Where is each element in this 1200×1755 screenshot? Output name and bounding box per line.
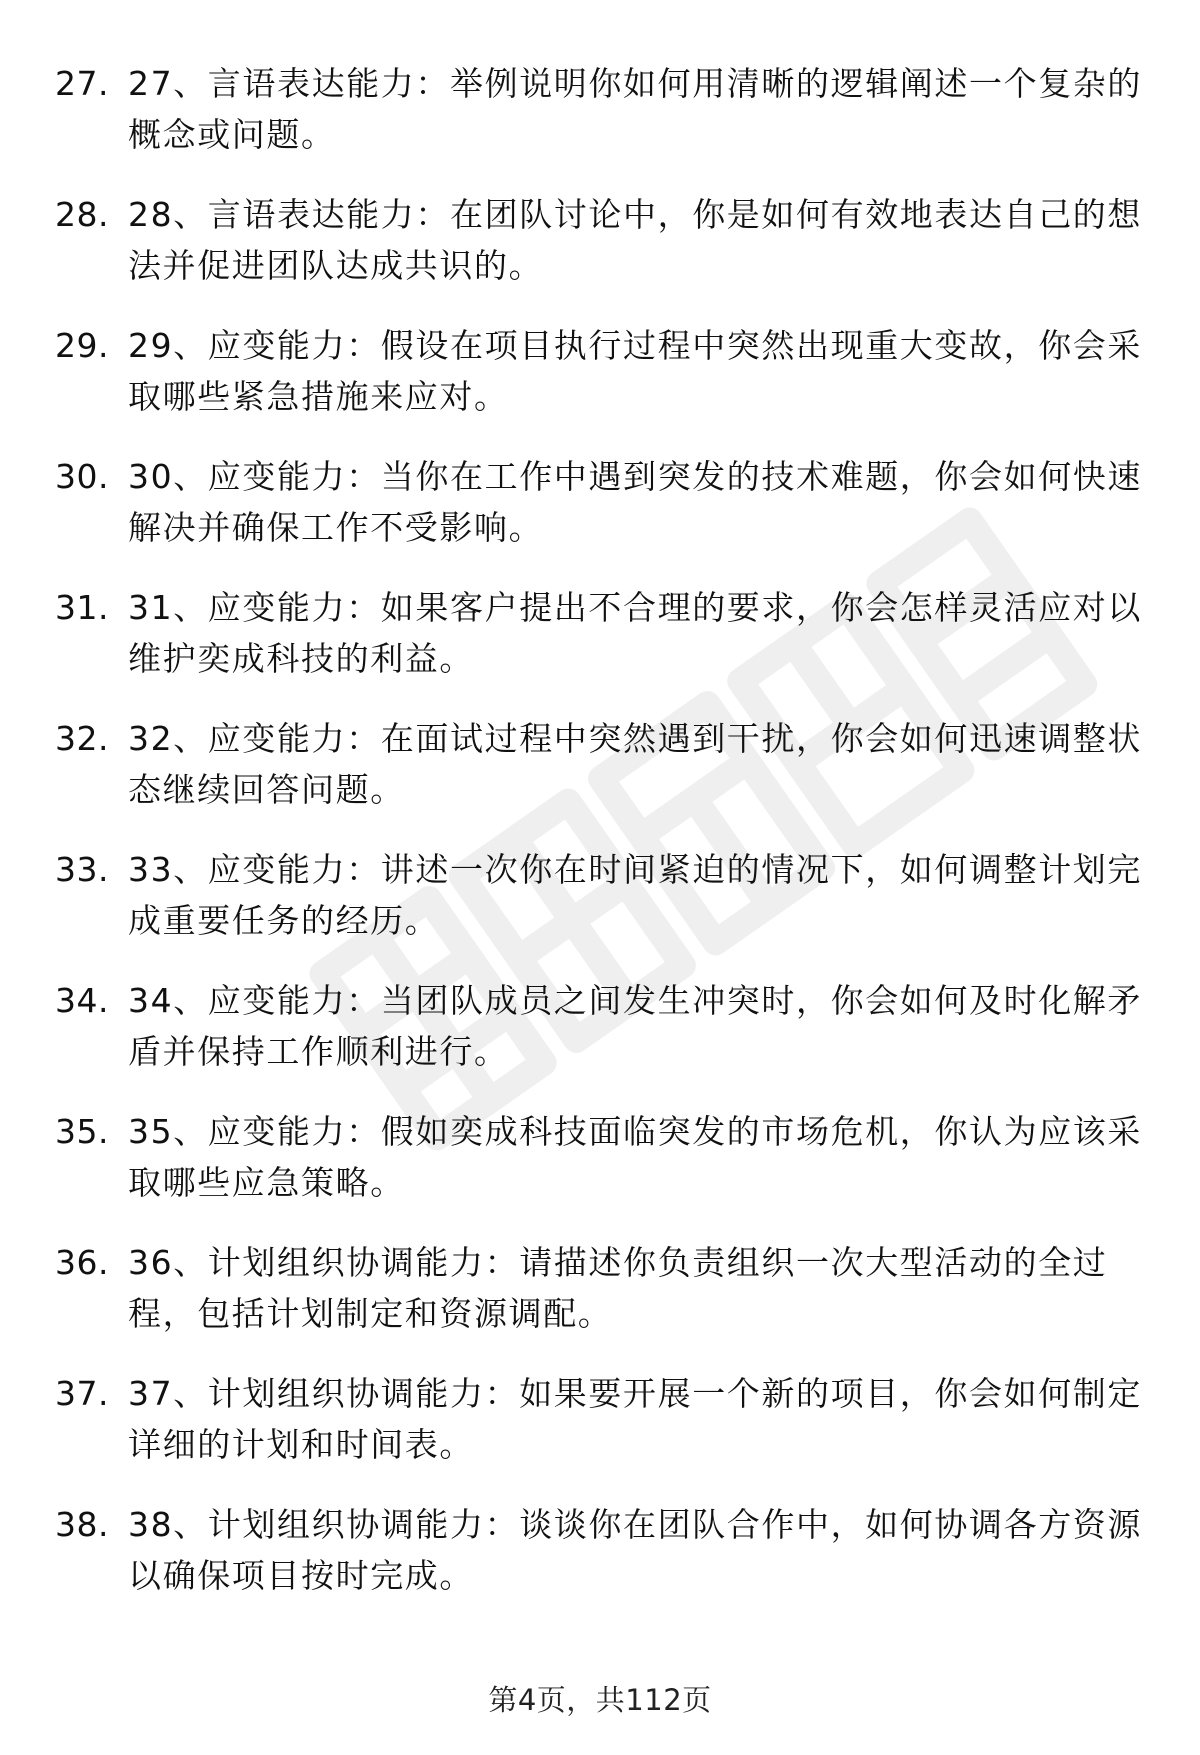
list-item-text: 38、计划组织协调能力：谈谈你在团队合作中，如何协调各方资源以确保项目按时完成。 — [128, 1505, 1142, 1595]
list-item-number: 28. — [55, 195, 109, 234]
list-item — [55, 1368, 1155, 1499]
list-item-number: 36. — [55, 1243, 109, 1282]
list-item-number: 37. — [55, 1374, 109, 1413]
list-item-number: 29. — [55, 326, 109, 365]
list-item-number: 32. — [55, 719, 109, 758]
list-item-number: 27. — [55, 64, 109, 103]
list-item-text: 28、言语表达能力：在团队讨论中，你是如何有效地表达自己的想法并促进团队达成共识的。 — [128, 195, 1142, 285]
list-item-text: 33、应变能力：讲述一次你在时间紧迫的情况下，如何调整计划完成重要任务的经历。 — [128, 850, 1142, 940]
list-item-text: 30、应变能力：当你在工作中遇到突发的技术难题，你会如何快速解决并确保工作不受影响。 — [128, 457, 1142, 547]
list-item-number: 30. — [55, 457, 109, 496]
list-item-text: 32、应变能力：在面试过程中突然遇到干扰，你会如何迅速调整状态继续回答问题。 — [128, 719, 1142, 809]
list-item-text: 35、应变能力：假如奕成科技面临突发的市场危机，你认为应该采取哪些应急策略。 — [128, 1112, 1142, 1202]
list-item — [55, 713, 1155, 844]
list-item — [55, 844, 1155, 975]
list-item — [55, 451, 1155, 582]
list-item — [55, 58, 1155, 189]
list-item-number: 33. — [55, 850, 109, 889]
list-item — [55, 1106, 1155, 1237]
list-item-number: 34. — [55, 981, 109, 1020]
list-item-text: 31、应变能力：如果客户提出不合理的要求，你会怎样灵活应对以维护奕成科技的利益。 — [128, 588, 1142, 678]
list-item — [55, 1499, 1155, 1630]
list-item — [55, 975, 1155, 1106]
list-item — [55, 189, 1155, 320]
question-list — [55, 58, 1155, 1630]
list-item-number: 31. — [55, 588, 109, 627]
list-item-number: 38. — [55, 1505, 109, 1544]
list-item — [55, 582, 1155, 713]
list-item-text: 29、应变能力：假设在项目执行过程中突然出现重大变故，你会采取哪些紧急措施来应对。 — [128, 326, 1142, 416]
list-item-text: 34、应变能力：当团队成员之间发生冲突时，你会如何及时化解矛盾并保持工作顺利进行。 — [128, 981, 1142, 1071]
list-item — [55, 1237, 1155, 1368]
list-item-text: 36、计划组织协调能力：请描述你负责组织一次大型活动的全过程，包括计划制定和资源调配。 — [128, 1243, 1108, 1333]
list-item-text: 27、言语表达能力：举例说明你如何用清晰的逻辑阐述一个复杂的概念或问题。 — [128, 64, 1142, 154]
list-item-number: 35. — [55, 1112, 109, 1151]
list-item — [55, 320, 1155, 451]
list-item-text: 37、计划组织协调能力：如果要开展一个新的项目，你会如何制定详细的计划和时间表。 — [128, 1374, 1142, 1464]
page-footer: 第4页，共112页 — [488, 1683, 712, 1717]
